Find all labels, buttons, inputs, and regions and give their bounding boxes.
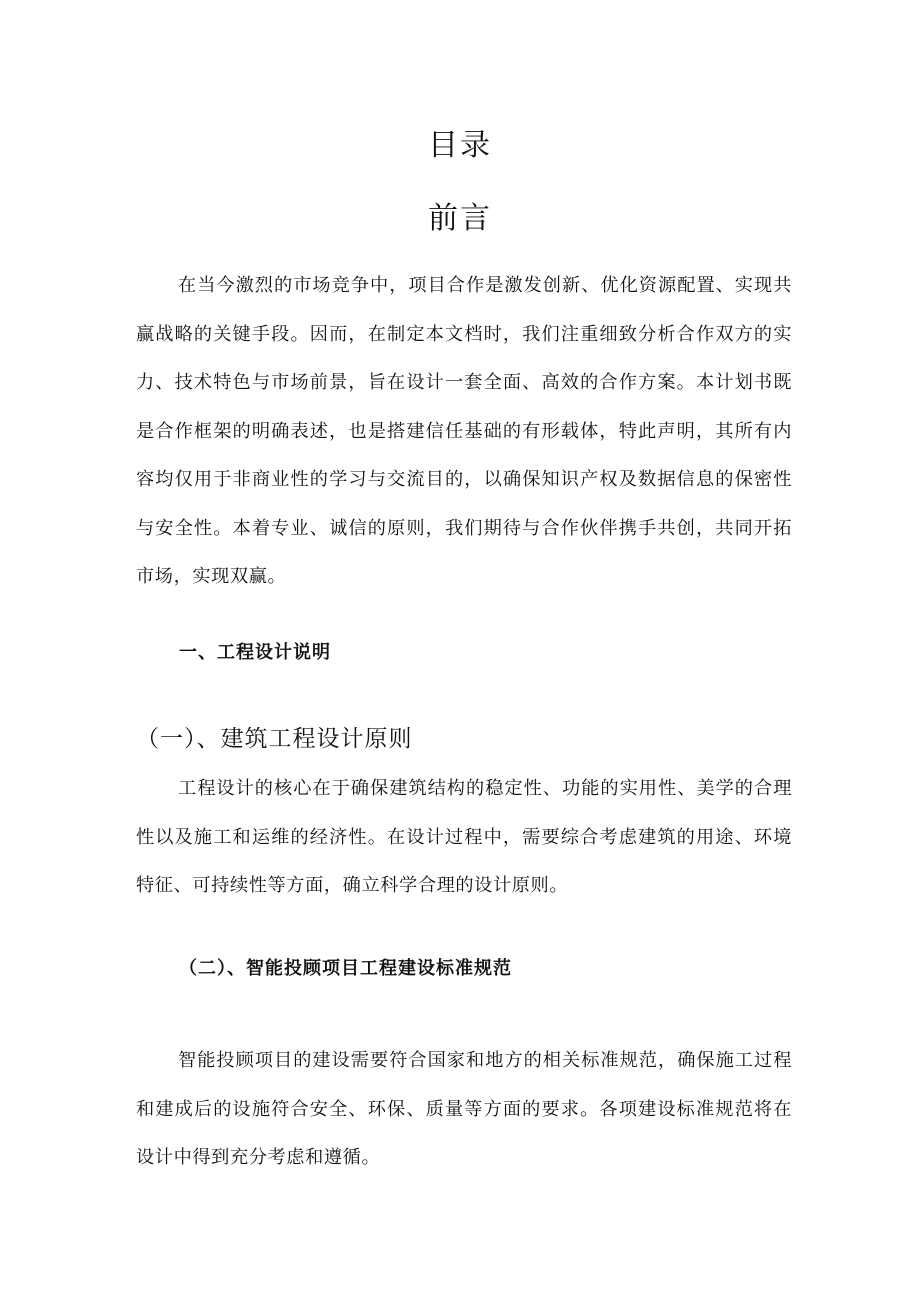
- design-principles-paragraph: 工程设计的核心在于确保建筑结构的稳定性、功能的实用性、美学的合理性以及施工和运维的经济性。在设计过程中，需要综合考虑建筑的用途、环境特征、可持续性等方面，确立科学合理的设计原则。: [136, 778, 792, 896]
- standards-paragraph: 智能投顾项目的建设需要符合国家和地方的相关标准规范，确保施工过程和建成后的设施符合安全、环保、质量等方面的要求。各项建设标准规范将在设计中得到充分考虑和遵循。: [136, 1050, 792, 1168]
- section-heading-engineering-design: 一、工程设计说明: [179, 642, 331, 663]
- preface-title: 前言: [428, 201, 492, 236]
- subsection-heading-standards: （二）、智能投顾项目工程建设标准规范: [179, 958, 512, 979]
- subsection-heading-design-principles: （一）、建筑工程设计原则: [136, 726, 413, 752]
- preface-paragraph: 在当今激烈的市场竞争中，项目合作是激发创新、优化资源配置、实现共赢战略的关键手段。因而，在制定本文档时，我们注重细致分析合作双方的实力、技术特色与市场前景，旨在设计一套全面、高效的合作方案。本计划书既是合作框架的明确表述，也是搭建信任基础的有形载体，特此声明，其所有内容均仅用于非商业性的学习与交流目的，以确保知识产权及数据信息的保密性与安全性。本着专业、诚信的原则，我们期待与合作伙伴携手共创，共同开拓市场，实现双赢。: [136, 275, 792, 587]
- toc-title: 目录: [428, 128, 492, 163]
